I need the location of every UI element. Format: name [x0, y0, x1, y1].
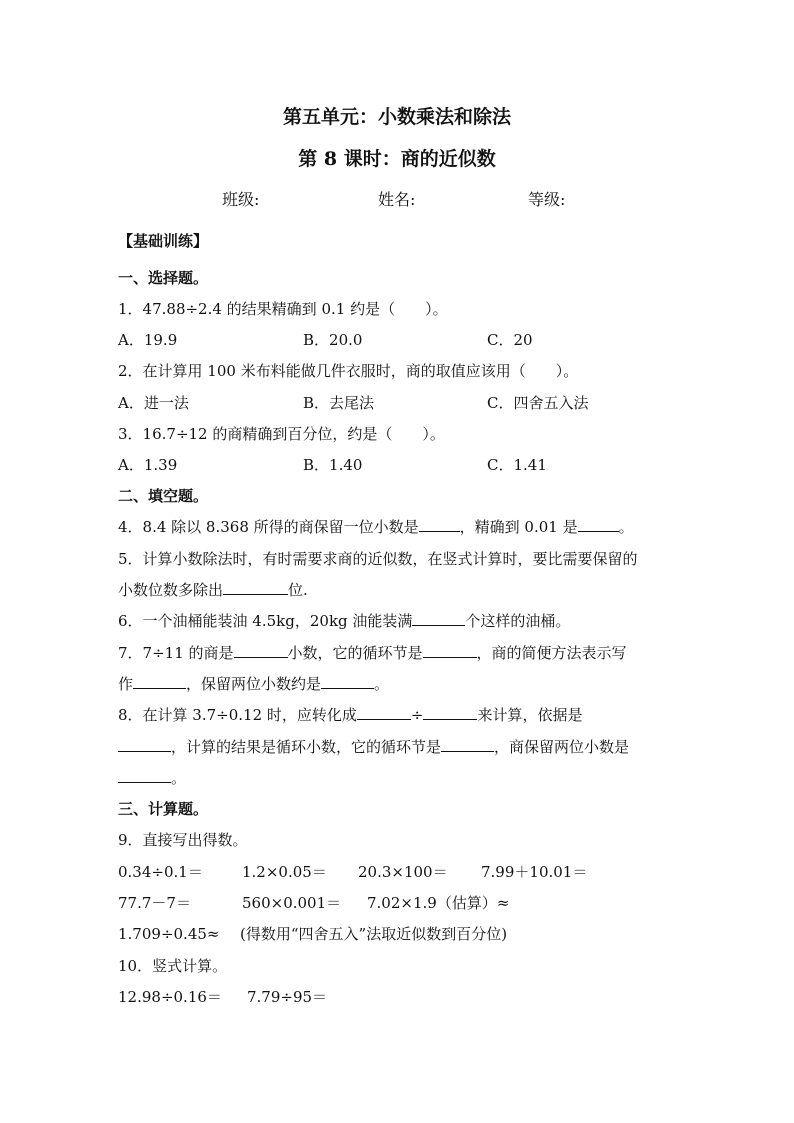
calc-item: 1.2×0.05＝	[242, 863, 327, 881]
q8-blank-2[interactable]	[423, 705, 477, 720]
part1-title: 一、选择题。	[118, 269, 209, 287]
question-5-line-2: 小数位数多除出 位.	[118, 581, 308, 599]
question-8-line-3: 。	[118, 768, 186, 788]
part3-title: 三、计算题。	[118, 800, 209, 818]
q1-option-a: A．19.9	[118, 331, 178, 349]
question-7-line-1: 7．7÷11 的商是 小数，它的循环节是 ，商的简便方法表示写	[118, 644, 627, 662]
q7-blank-1[interactable]	[234, 643, 288, 658]
calc-item: 12.98÷0.16＝	[118, 988, 222, 1006]
calc-item: 77.7－7＝	[118, 894, 191, 912]
class-label: 班级:	[222, 190, 260, 209]
name-label: 姓名:	[378, 190, 416, 209]
q3-option-a: A．1.39	[118, 456, 178, 474]
question-10-title: 10．竖式计算。	[118, 957, 228, 975]
q8-blank-3[interactable]	[118, 737, 171, 752]
rounding-note: (得数用“四舍五入”法取近似数到百分位)	[240, 925, 508, 943]
q6-blank[interactable]	[412, 611, 465, 626]
q7-blank-4[interactable]	[321, 674, 374, 689]
unit-title: 第五单元：小数乘法和除法	[282, 106, 511, 128]
q7-blank-3[interactable]	[133, 674, 186, 689]
q3-option-b: B．1.40	[303, 456, 363, 474]
section-basic-training: 【基础训练】	[118, 232, 209, 250]
question-8-line-1: 8．在计算 3.7÷0.12 时，应转化成 ÷ 来计算，依据是	[118, 706, 583, 724]
calc-item: 1.709÷0.45≈	[118, 925, 220, 943]
q8-blank-4[interactable]	[441, 737, 494, 752]
q5-blank[interactable]	[223, 580, 288, 595]
grade-label: 等级:	[528, 190, 566, 209]
part2-title: 二、填空题。	[118, 487, 209, 505]
question-3: 3．16.7÷12 的商精确到百分位，约是（ ）。	[118, 425, 445, 443]
question-1: 1．47.88÷2.4 的结果精确到 0.1 约是（ ）。	[118, 300, 448, 318]
lesson-title: 第 8 课时：商的近似数	[298, 148, 496, 170]
q7-blank-2[interactable]	[423, 643, 477, 658]
calc-item: 0.34÷0.1＝	[118, 863, 203, 881]
q8-blank-5[interactable]	[118, 768, 171, 783]
q2-option-b: B．去尾法	[303, 394, 375, 412]
calc-item: 560×0.001＝	[242, 894, 342, 912]
calc-item: 7.79÷95＝	[247, 988, 328, 1006]
q2-option-a: A．进一法	[118, 394, 189, 412]
question-4: 4．8.4 除以 8.368 所得的商保留一位小数是 ，精确到 0.01 是 。	[118, 518, 634, 536]
q3-option-c: C．1.41	[487, 456, 547, 474]
q4-blank-2[interactable]	[578, 517, 619, 532]
question-5-line-1: 5．计算小数除法时，有时需要求商的近似数，在竖式计算时，要比需要保留的	[118, 550, 638, 568]
question-8-line-2: ，计算的结果是循环小数，它的循环节是 ，商保留两位小数是	[118, 737, 629, 757]
q1-option-b: B．20.0	[303, 331, 363, 349]
q8-blank-1[interactable]	[357, 705, 411, 720]
question-2: 2．在计算用 100 米布料能做几件衣服时，商的取值应该用（ ）。	[118, 362, 579, 380]
calc-item: 7.02×1.9（估算）≈	[367, 894, 510, 912]
question-7-line-2: 作 ，保留两位小数约是 。	[118, 675, 390, 693]
calc-item: 20.3×100＝	[358, 863, 448, 881]
q4-blank-1[interactable]	[419, 517, 460, 532]
question-6: 6．一个油桶能装油 4.5kg，20kg 油能装满 个这样的油桶。	[118, 612, 571, 630]
calc-item: 7.99＋10.01＝	[481, 863, 588, 881]
q2-option-c: C．四舍五入法	[487, 394, 589, 412]
question-9-title: 9．直接写出得数。	[118, 831, 248, 849]
q1-option-c: C．20	[487, 331, 533, 349]
